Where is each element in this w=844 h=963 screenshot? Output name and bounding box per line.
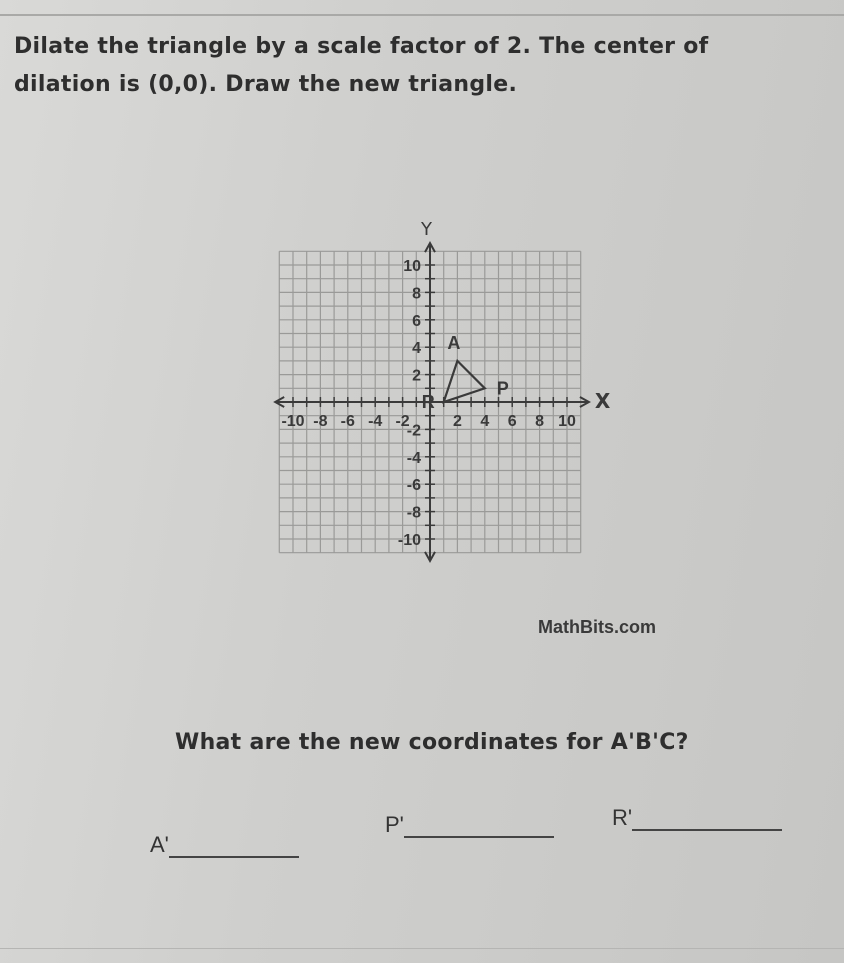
vertex-label: P (496, 378, 509, 399)
x-tick-label: 6 (507, 413, 517, 430)
y-tick-label: -6 (406, 477, 421, 495)
x-tick-label: 10 (558, 413, 576, 430)
answer-r-label: R' (612, 805, 633, 830)
vertex-label: R (421, 392, 435, 412)
vertex-label: A (447, 332, 461, 353)
question-line-2: dilation is (0,0). Draw the new triangle. (14, 72, 518, 97)
triangle (422, 333, 509, 412)
x-tick-label: -8 (313, 413, 328, 430)
question-line-1: Dilate the triangle by a scale factor of 2. The center of (14, 34, 709, 59)
x-tick-label: 4 (480, 413, 490, 430)
axes (275, 219, 611, 561)
answer-r (612, 805, 782, 831)
answer-a (150, 832, 299, 858)
coordinates-question: What are the new coordinates for A'B'C? (175, 730, 689, 755)
answer-a-blank[interactable] (169, 834, 299, 858)
y-axis-label: Y (421, 219, 432, 241)
y-tick-label: -8 (406, 504, 421, 522)
y-tick-label: 6 (412, 312, 421, 330)
y-tick-label: 8 (412, 285, 421, 303)
x-tick-label: 8 (535, 413, 545, 430)
x-tick-label: 2 (452, 413, 462, 430)
x-tick-label: -2 (395, 413, 410, 430)
y-tick-label: 10 (403, 258, 421, 275)
answer-p-label: P' (385, 812, 404, 837)
y-tick-label: -10 (397, 532, 421, 549)
y-tick-label: 4 (412, 340, 421, 358)
question-text (14, 28, 834, 104)
coordinate-grid (130, 115, 770, 715)
answer-p (385, 812, 554, 838)
answer-a-label: A' (150, 832, 169, 857)
bottom-rule (0, 948, 844, 949)
y-tick-label: -4 (406, 449, 421, 467)
answer-p-blank[interactable] (404, 814, 554, 838)
answer-r-blank[interactable] (632, 807, 782, 831)
x-axis-label: X (594, 389, 611, 413)
top-rule (0, 14, 844, 16)
y-tick-label: 2 (412, 367, 421, 385)
y-tick-label: -2 (406, 422, 421, 440)
x-tick-label: -6 (340, 413, 355, 430)
triangle-outline (444, 361, 485, 402)
x-tick-label: -4 (368, 413, 383, 430)
x-tick-label: -10 (281, 413, 305, 430)
watermark: MathBits.com (538, 617, 657, 637)
